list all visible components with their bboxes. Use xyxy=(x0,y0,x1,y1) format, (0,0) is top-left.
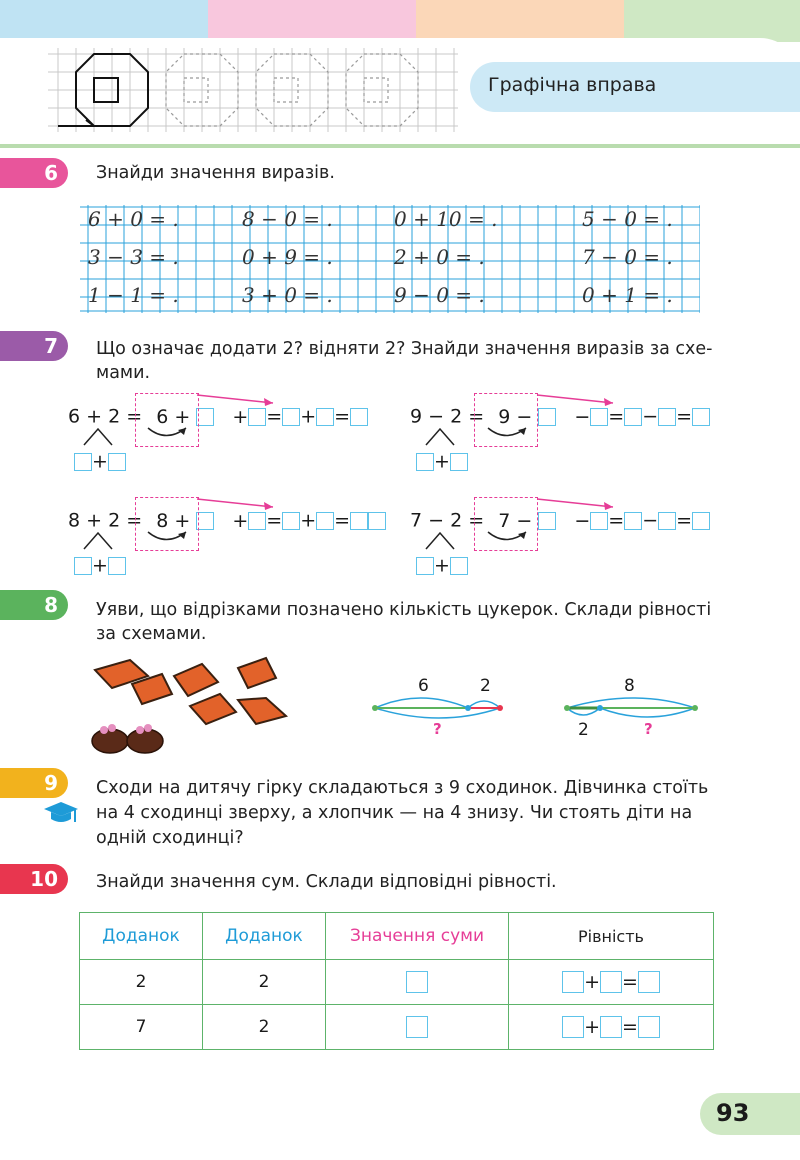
equals-sign: = xyxy=(608,509,625,532)
plus-sign: + xyxy=(434,450,450,473)
task-8-text-line2: за схемами. xyxy=(96,624,207,644)
answer-box[interactable] xyxy=(108,557,126,575)
answer-box[interactable] xyxy=(638,971,660,993)
equals-sign: = xyxy=(334,509,351,532)
answer-box[interactable] xyxy=(692,408,710,426)
task-6-expression: 3 − 3 = . xyxy=(88,245,179,269)
task-6-expression: 6 + 0 = . xyxy=(88,207,179,231)
operator: − xyxy=(642,405,659,428)
task-6-expression: 7 − 0 = . xyxy=(582,245,673,269)
addend-1-cell: 2 xyxy=(80,960,203,1005)
graduation-cap-icon xyxy=(42,800,80,826)
task-6-expression: 0 + 1 = . xyxy=(582,283,673,307)
task-7-text-line2: мами. xyxy=(96,363,151,383)
expression-inner: 7 − xyxy=(498,509,533,532)
top-color-strip xyxy=(416,0,624,42)
expression-start: 6 + 2 = xyxy=(68,405,143,428)
answer-box[interactable] xyxy=(350,512,368,530)
equals-sign: = xyxy=(676,509,693,532)
equality-cell xyxy=(509,960,714,1005)
answer-box[interactable] xyxy=(368,512,386,530)
addend-2-cell: 2 xyxy=(203,1005,326,1050)
equals-sign: = xyxy=(622,970,638,993)
task-6-expression: 5 − 0 = . xyxy=(582,207,673,231)
table-row xyxy=(80,960,714,1005)
plus-sign: + xyxy=(584,970,600,993)
equals-sign: = xyxy=(266,405,283,428)
task-6-expression: 8 − 0 = . xyxy=(242,207,333,231)
task-6-expression: 0 + 9 = . xyxy=(242,245,333,269)
addend-2-cell: 2 xyxy=(203,960,326,1005)
task-6-expression: 0 + 10 = . xyxy=(394,207,498,231)
sum-value-cell xyxy=(326,1005,509,1050)
expression-start: 8 + 2 = xyxy=(68,509,143,532)
equals-sign: = xyxy=(334,405,351,428)
top-color-strip xyxy=(624,0,800,42)
task-9-text-line2: на 4 сходинці зверху, а хлопчик — на 4 знизу. Чи стоять діти на xyxy=(96,803,693,823)
answer-box[interactable] xyxy=(406,1016,428,1038)
operator: + xyxy=(232,509,249,532)
task-6-expression: 3 + 0 = . xyxy=(242,283,333,307)
header-addend-2: Доданок xyxy=(203,913,326,960)
answer-box[interactable] xyxy=(562,971,584,993)
decomposition xyxy=(74,450,126,473)
expression-inner: 9 − xyxy=(498,405,533,428)
answer-box[interactable] xyxy=(692,512,710,530)
task-6-text: Знайди значення виразів. xyxy=(96,163,335,183)
header-sum-value: Значення суми xyxy=(326,913,509,960)
decomposition xyxy=(416,450,468,473)
decomposition xyxy=(74,554,126,577)
operator: − xyxy=(642,509,659,532)
answer-box[interactable] xyxy=(638,1016,660,1038)
answer-box[interactable] xyxy=(316,408,334,426)
task-7-text-line1: Що означає додати 2? відняти 2? Знайди значення виразів за схе- xyxy=(96,339,713,359)
table-header-row xyxy=(80,913,714,960)
sum-value-cell xyxy=(326,960,509,1005)
addend-1-cell: 7 xyxy=(80,1005,203,1050)
answer-box[interactable] xyxy=(562,1016,584,1038)
answer-box[interactable] xyxy=(658,408,676,426)
table-row xyxy=(80,1005,714,1050)
header-divider xyxy=(0,144,800,148)
equals-sign: = xyxy=(608,405,625,428)
expression-start: 7 − 2 = xyxy=(410,509,485,532)
expression-inner: 8 + xyxy=(156,509,191,532)
page-number: 93 xyxy=(716,1099,750,1127)
top-color-strip xyxy=(208,0,416,42)
answer-box[interactable] xyxy=(74,557,92,575)
answer-box[interactable] xyxy=(350,408,368,426)
task-6-expression: 1 − 1 = . xyxy=(88,283,179,307)
task-6-expression: 9 − 0 = . xyxy=(394,283,485,307)
answer-box[interactable] xyxy=(450,557,468,575)
task-6-number: 6 xyxy=(0,158,68,188)
header-title: Графічна вправа xyxy=(488,74,657,96)
top-color-strip xyxy=(0,0,208,42)
answer-box[interactable] xyxy=(600,971,622,993)
scheme-2-question-label: ? xyxy=(644,720,653,738)
scheme-2-top-label: 8 xyxy=(624,676,635,696)
task-8-number: 8 xyxy=(0,590,68,620)
scheme-1-question-label: ? xyxy=(433,720,442,738)
operator: − xyxy=(574,509,591,532)
answer-box[interactable] xyxy=(74,453,92,471)
equality-cell xyxy=(509,1005,714,1050)
scheme-1-top-right-label: 2 xyxy=(480,676,491,696)
answer-box[interactable] xyxy=(416,453,434,471)
task-7-number: 7 xyxy=(0,331,68,361)
graphic-exercise-grid xyxy=(48,48,458,132)
operator: − xyxy=(574,405,591,428)
decomposition xyxy=(416,554,468,577)
task-10-text: Знайди значення сум. Склади відповідні рівності. xyxy=(96,872,557,892)
answer-box[interactable] xyxy=(316,512,334,530)
plus-sign: + xyxy=(92,554,108,577)
task-9-text-line1: Сходи на дитячу гірку складаються з 9 сходинок. Дівчинка стоїть xyxy=(96,778,709,798)
operator: + xyxy=(300,405,317,428)
header-addend-1: Доданок xyxy=(80,913,203,960)
equals-sign: = xyxy=(676,405,693,428)
sum-table xyxy=(79,912,714,1050)
operator: + xyxy=(300,509,317,532)
answer-box[interactable] xyxy=(416,557,434,575)
task-9-number: 9 xyxy=(0,768,68,798)
expression-inner: 6 + xyxy=(156,405,191,428)
equals-sign: = xyxy=(622,1015,638,1038)
answer-box[interactable] xyxy=(108,453,126,471)
answer-box[interactable] xyxy=(406,971,428,993)
scheme-2-bottom-left-label: 2 xyxy=(578,720,589,740)
plus-sign: + xyxy=(584,1015,600,1038)
plus-sign: + xyxy=(92,450,108,473)
task-10-number: 10 xyxy=(0,864,68,894)
answer-box[interactable] xyxy=(600,1016,622,1038)
page-number-pill xyxy=(700,1093,800,1135)
plus-sign: + xyxy=(434,554,450,577)
candies-illustration xyxy=(90,656,300,756)
scheme-1-top-left-label: 6 xyxy=(418,676,429,696)
expression-start: 9 − 2 = xyxy=(410,405,485,428)
answer-box[interactable] xyxy=(658,512,676,530)
equals-sign: = xyxy=(266,509,283,532)
header-equality: Рівність xyxy=(509,913,714,960)
task-9-text-line3: одній сходинці? xyxy=(96,828,244,848)
operator: + xyxy=(232,405,249,428)
task-6-expression: 2 + 0 = . xyxy=(394,245,485,269)
task-8-text-line1: Уяви, що відрізками позначено кількість цукерок. Склади рівності xyxy=(96,600,712,620)
answer-box[interactable] xyxy=(450,453,468,471)
